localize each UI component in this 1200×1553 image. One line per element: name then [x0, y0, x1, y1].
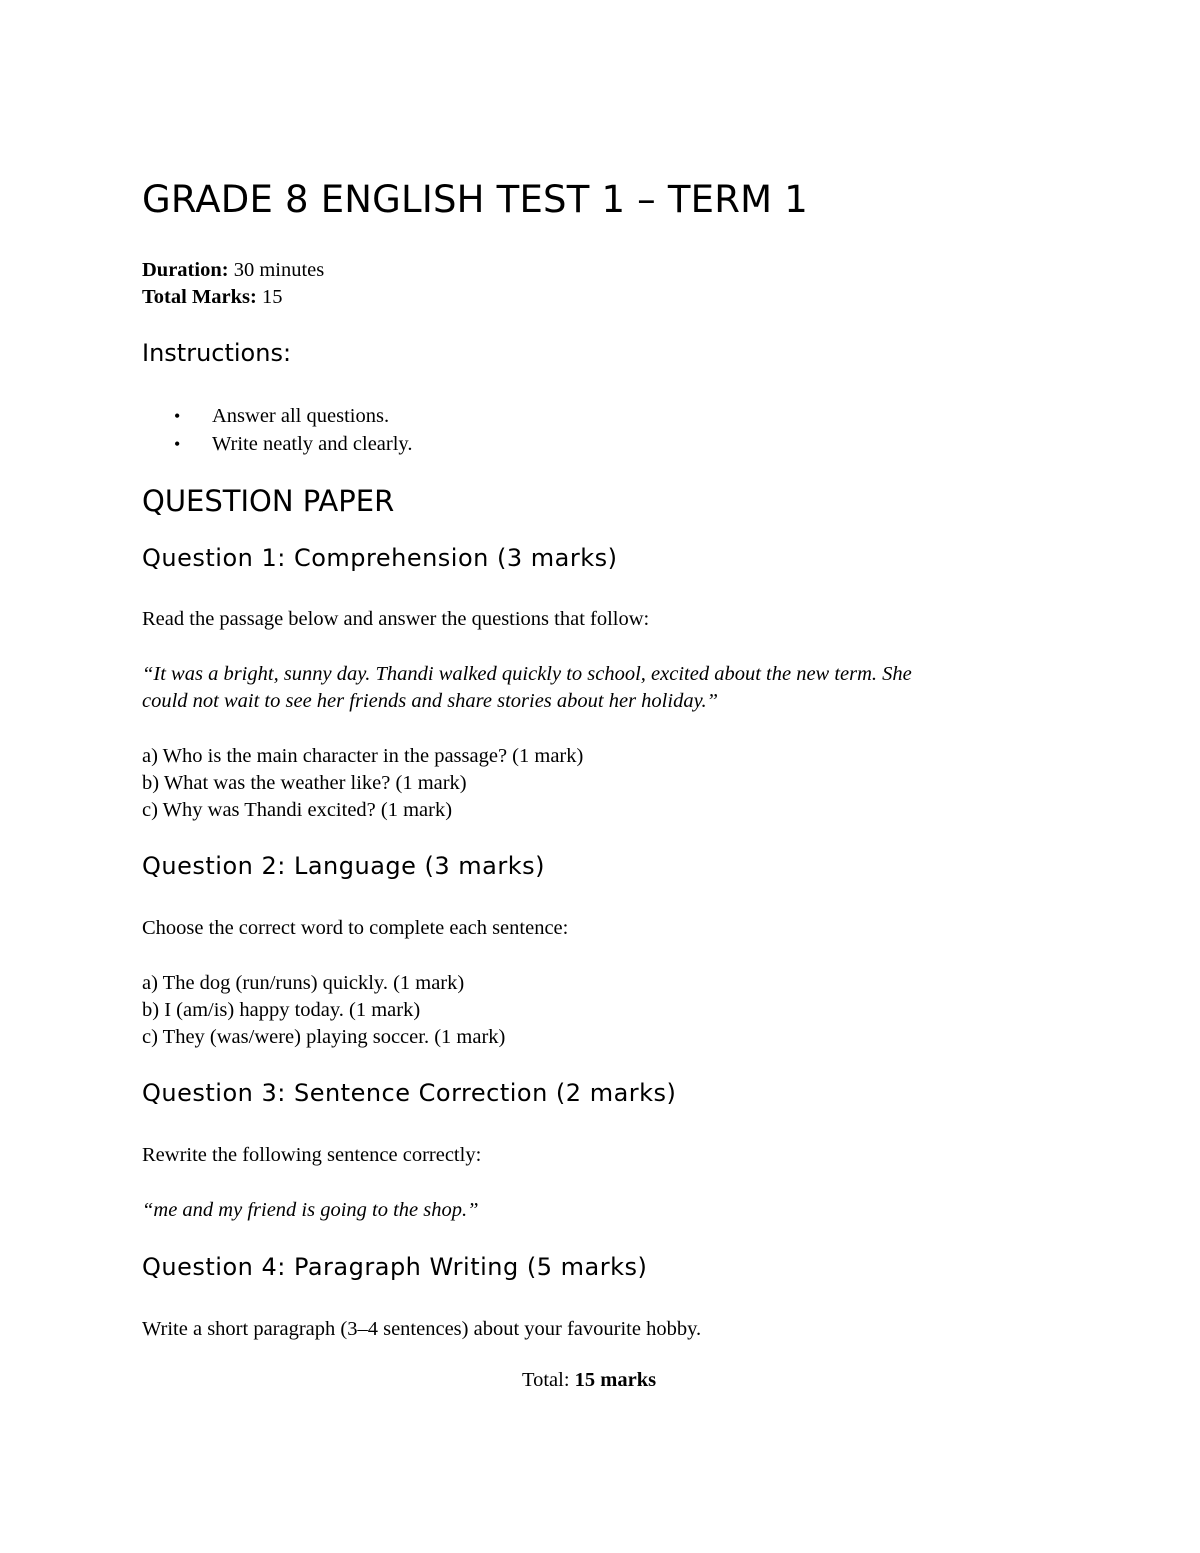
- question-3-prompt: Rewrite the following sentence correctly:: [142, 1144, 482, 1166]
- total-marks-label: Total Marks:: [142, 286, 257, 308]
- instruction-item: • Write neatly and clearly.: [174, 430, 412, 458]
- question-2-item-a: a) The dog (run/runs) quickly. (1 mark): [142, 972, 465, 994]
- total-marks-value: 15: [256, 286, 283, 308]
- question-1-item-c: c) Why was Thandi excited? (1 mark): [142, 799, 453, 821]
- total-value: 15 marks: [574, 1369, 657, 1391]
- bullet-icon: •: [174, 406, 181, 426]
- question-2-prompt: Choose the correct word to complete each sentence:: [142, 917, 569, 939]
- question-paper-heading: QUESTION PAPER: [142, 484, 395, 518]
- question-1-passage-line-1: “It was a bright, sunny day. Thandi walked quickly to school, excited about the new term. She: [142, 663, 912, 685]
- question-3-sentence: “me and my friend is going to the shop.”: [142, 1199, 479, 1221]
- question-4-prompt: Write a short paragraph (3–4 sentences) about your favourite hobby.: [142, 1318, 702, 1340]
- duration-label: Duration:: [142, 259, 229, 281]
- question-1-heading: Question 1: Comprehension (3 marks): [142, 544, 618, 572]
- document-title: GRADE 8 ENGLISH TEST 1 – TERM 1: [142, 178, 808, 221]
- question-1-item-a: a) Who is the main character in the passage? (1 mark): [142, 745, 584, 767]
- question-1-item-b: b) What was the weather like? (1 mark): [142, 772, 467, 794]
- duration-line: [142, 257, 324, 284]
- question-2-heading: Question 2: Language (3 marks): [142, 852, 546, 880]
- question-4-heading: Question 4: Paragraph Writing (5 marks): [142, 1253, 648, 1281]
- total-label: Total:: [522, 1369, 575, 1391]
- question-2-item-b: b) I (am/is) happy today. (1 mark): [142, 999, 421, 1021]
- instructions-heading: Instructions:: [142, 339, 292, 367]
- question-2-item-c: c) They (was/were) playing soccer. (1 mark): [142, 1026, 506, 1048]
- bullet-icon: •: [174, 434, 181, 454]
- question-1-passage-line-2: could not wait to see her friends and share stories about her holiday.”: [142, 690, 719, 712]
- instructions-list: [174, 402, 412, 458]
- question-1-prompt: Read the passage below and answer the questions that follow:: [142, 608, 650, 630]
- instruction-item: • Answer all questions.: [174, 402, 412, 430]
- total-marks-line: [142, 284, 282, 311]
- question-3-heading: Question 3: Sentence Correction (2 marks): [142, 1079, 677, 1107]
- duration-value: 30 minutes: [228, 259, 325, 281]
- total-marks-summary: [522, 1369, 656, 1392]
